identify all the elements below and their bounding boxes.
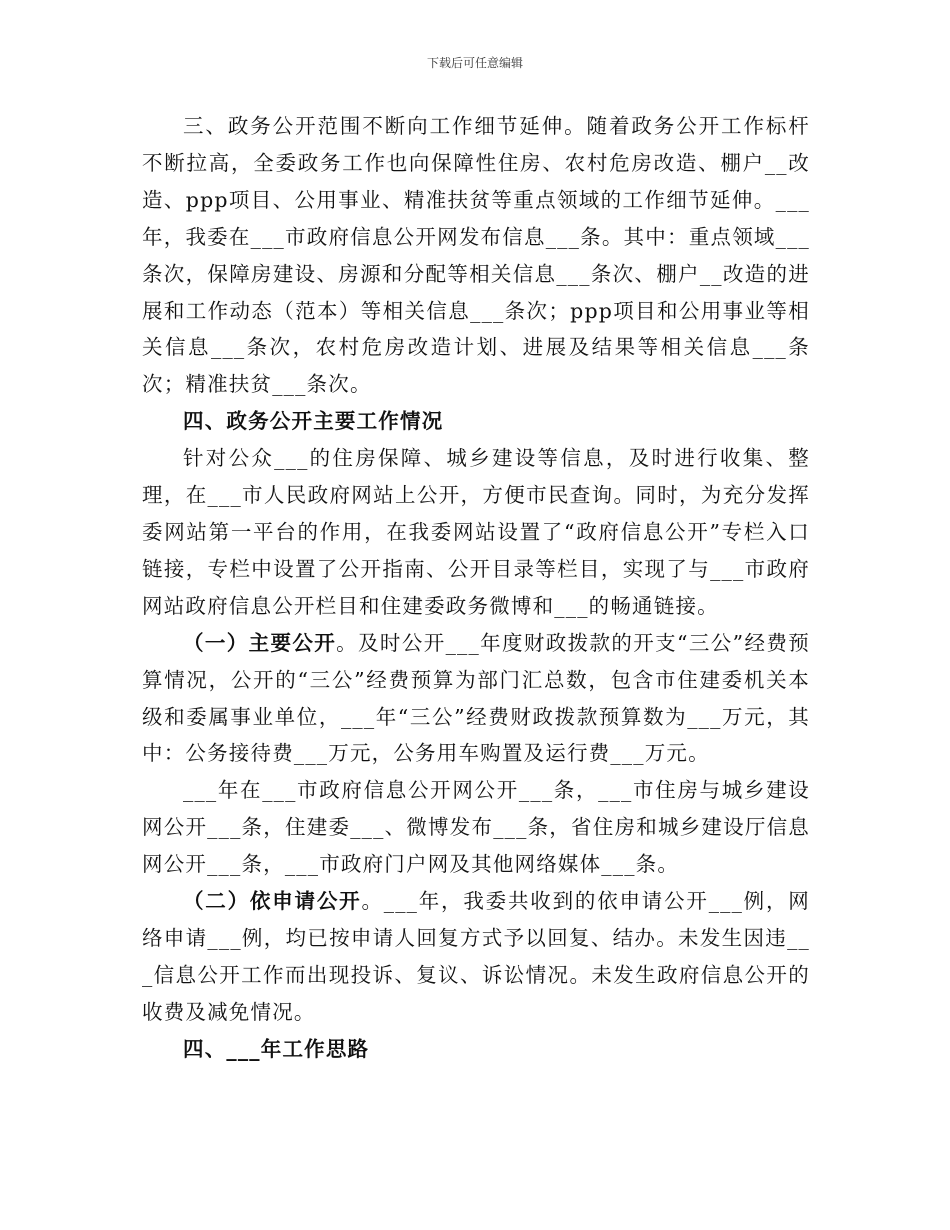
paragraph-scope-extension: 三、政务公开范围不断向工作细节延伸。随着政务公开工作标杆不断拉高，全委政务工作也向保障性住房、农村危房改造、棚户__改造、ppp项目、公用事业、精准扶贫等重点领域的工作细节延伸。___年，我委在___市政府信息公开网发布信息___条。其中：重点领域___条次，保障房建设、房源和分配等相关信息___条次、棚户__改造的进展和工作动态（范本）等相关信息___条次；ppp项目和公用事业等相关信息___条次，农村危房改造计划、进展及结果等相关信息___条次；精准扶贫___条次。	[142, 114, 810, 397]
paragraph-main-disclosure-text: 。及时公开___年度财政拨款的开支“三公”经费预算情况，公开的“三公”经费预算为部门汇总数，包含市住建委机关本级和委属事业单位，___年“三公”经费财政拨款预算数为___万元，其中：公务接待费___万元，公务用车购置及运行费___万元。	[142, 630, 810, 766]
paragraph-channel-statistics: ___年在___市政府信息公开网公开___条，___市住房与城乡建设网公开___条，住建委___、微博发布___条，省住房和城乡建设厅信息网公开___条，___市政府门户网及其他网络媒体___条。	[142, 778, 810, 877]
page-header: 下载后可任意编辑	[426, 56, 523, 70]
section-heading-main-work: 四、政务公开主要工作情况	[183, 409, 444, 434]
paragraph-application-disclosure-text: 。___年，我委共收到的依申请公开___例，网络申请___例，均已按申请人回复方式予以回复、结办。未发生因违___信息公开工作而出现投诉、复议、诉讼情况。未发生政府信息公开的收费及减免情况。	[142, 889, 810, 1024]
paragraph-website-publication: 针对公众___的住房保障、城乡建设等信息，及时进行收集、整理，在___市人民政府网站上公开，方便市民查询。同时，为充分发挥委网站第一平台的作用，在我委网站设置了“政府信息公开”专栏入口链接，专栏中设置了公开指南、公开目录等栏目，实现了与___市政府网站政府信息公开栏目和住建委政务微博和___的畅通链接。	[142, 446, 810, 618]
section-heading-work-plan: 四、___年工作思路	[183, 1036, 370, 1061]
subheading-application-disclosure: （二）依申请公开	[183, 889, 362, 914]
paragraph-application-disclosure	[142, 883, 810, 1031]
document-body	[142, 108, 810, 1068]
paragraph-main-disclosure	[142, 625, 810, 773]
subheading-main-disclosure: （一）主要公开	[183, 630, 337, 655]
